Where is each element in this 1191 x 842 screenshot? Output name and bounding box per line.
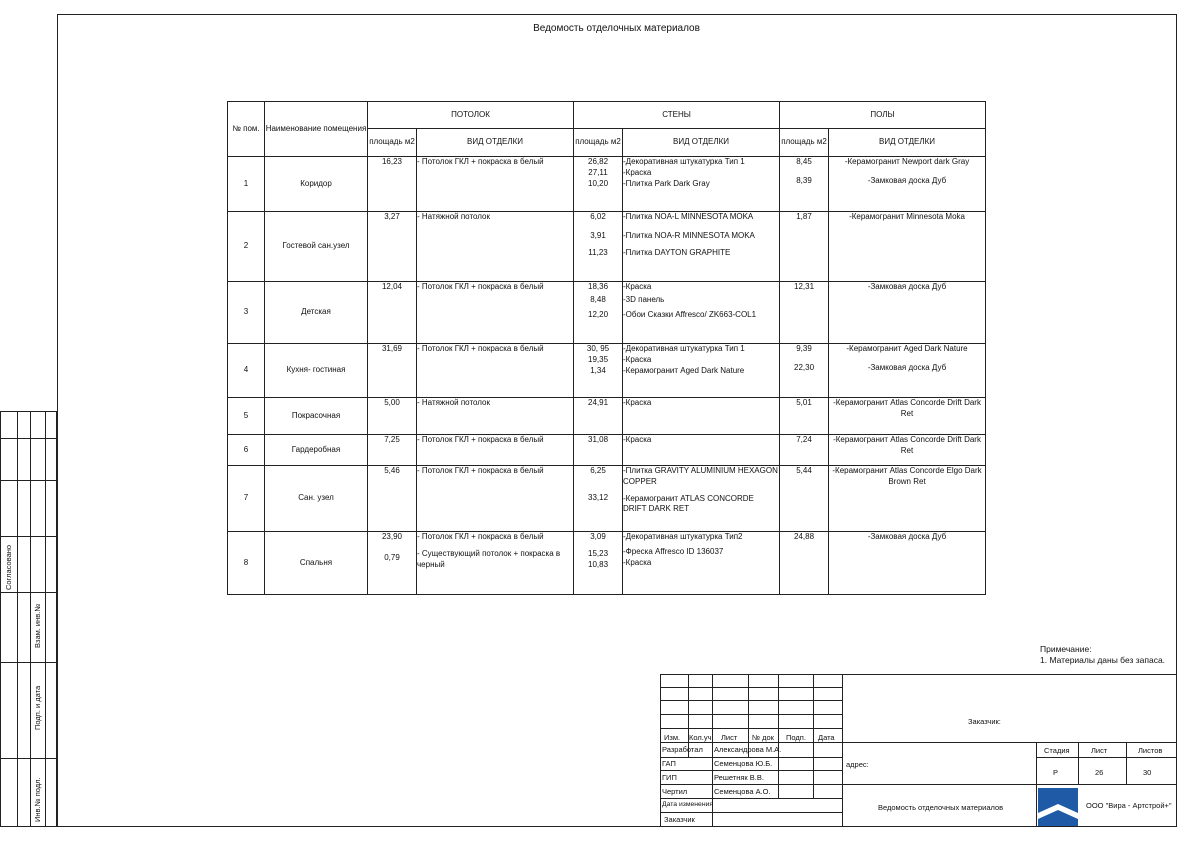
room-name: Сан. узел [265, 466, 368, 532]
header-floors: ПОЛЫ [780, 102, 986, 129]
ceiling-finish [417, 466, 574, 532]
floors-finish-item: -Керамогранит Minnesota Moka [849, 212, 965, 221]
note-text: 1. Материалы даны без запаса. [1040, 654, 1166, 665]
walls-finish [623, 466, 780, 532]
walls-finish [623, 532, 780, 595]
ceiling-area-value: 3,27 [384, 212, 400, 221]
walls-area-value: 3,09 [590, 532, 606, 541]
header-num: № пом. [228, 102, 265, 157]
walls-finish-item: -Фреска Affresco ID 136037 [623, 546, 724, 556]
floors-area-value: 9,39 [796, 344, 812, 353]
ceiling-area [368, 212, 417, 282]
table-row [228, 435, 986, 466]
ceiling-finish [417, 212, 574, 282]
walls-area-value: 10,83 [588, 559, 609, 569]
tb-line [1078, 742, 1079, 784]
tb-role-drafter: Чертил [662, 787, 688, 796]
tb-line [842, 784, 1177, 785]
tb-line [1126, 742, 1127, 784]
walls-area [574, 466, 623, 532]
sign-date-label: Подп. и дата [33, 685, 42, 730]
tb-role-gap: ГАП [662, 759, 676, 768]
floors-finish-item: -Замковая доска Дуб [867, 282, 947, 291]
room-name: Кухня- гостиная [265, 344, 368, 398]
floors-area-value: 8,39 [796, 175, 812, 185]
room-name: Покрасочная [265, 398, 368, 435]
walls-area-value: 15,23 [588, 548, 609, 558]
side-stamp-row [1, 438, 56, 439]
tb-line [842, 674, 843, 827]
ceiling-area [368, 282, 417, 344]
header-room: Наименование помещения [265, 102, 368, 157]
walls-finish [623, 435, 780, 466]
tb-name-drafter: Семенцова А.О. [714, 787, 771, 796]
tb-line [778, 674, 779, 798]
floors-area [780, 532, 829, 595]
side-stamp-row [1, 480, 56, 481]
tb-line [660, 757, 842, 758]
table-row [228, 344, 986, 398]
walls-finish-item: -Декоративная штукатурка Тип 1 [623, 344, 745, 353]
ceiling-area-value: 16,23 [381, 157, 403, 166]
ceiling-finish-item: - Существующий потолок + покраска в черный [417, 548, 561, 569]
tb-doc-name: Ведомость отделочных материалов [878, 803, 1004, 812]
walls-area-value: 3,91 [590, 230, 606, 240]
tb-line [660, 784, 842, 785]
floors-finish-item: -Керамогранит Atlas Concorde Drift Dark Ret [833, 435, 981, 455]
ceiling-finish-item: - Потолок ГКЛ + покраска в белый [417, 344, 544, 353]
room-number: 4 [228, 344, 265, 398]
tb-role-developer: Разработал [662, 745, 703, 754]
tb-line [660, 798, 842, 799]
walls-finish-item: -Керамогранит ATLAS CONCORDE DRIFT DARK RET [623, 493, 754, 514]
room-name: Гардеробная [265, 435, 368, 466]
room-name: Спальня [265, 532, 368, 595]
floors-finish [829, 282, 986, 344]
ceiling-finish-item: - Натяжной потолок [417, 212, 491, 221]
ceiling-finish [417, 435, 574, 466]
header-floors-area: площадь м2 [780, 129, 829, 157]
walls-area-value: 10,20 [588, 178, 609, 188]
ceiling-finish [417, 398, 574, 435]
walls-finish-item: -Плитка Park Dark Gray [623, 178, 710, 188]
table-row [228, 157, 986, 212]
walls-finish-item: -Плитка GRAVITY ALUMINIUM HEXAGON COPPER [623, 466, 778, 486]
tb-role-gip: ГИП [662, 773, 677, 782]
room-name: Коридор [265, 157, 368, 212]
ceiling-area-value: 23,90 [381, 532, 403, 541]
room-number: 8 [228, 532, 265, 595]
tb-customer: Заказчик: [968, 717, 1001, 726]
ceiling-area [368, 344, 417, 398]
room-number: 6 [228, 435, 265, 466]
walls-area [574, 212, 623, 282]
tb-role-customer: Заказчик [664, 815, 695, 824]
side-stamp-col [45, 412, 46, 826]
walls-finish-item: -Керамогранит Aged Dark Nature [623, 365, 745, 375]
tb-line [813, 674, 814, 798]
walls-finish-item: -Краска [623, 398, 652, 407]
tb-line [660, 770, 842, 771]
walls-finish-item: -Краска [623, 167, 652, 177]
floors-area [780, 212, 829, 282]
ceiling-area-value: 0,79 [384, 552, 400, 562]
ceiling-area-value: 5,00 [384, 398, 400, 407]
floors-finish [829, 212, 986, 282]
ceiling-area [368, 466, 417, 532]
ceiling-area [368, 398, 417, 435]
walls-area [574, 532, 623, 595]
floors-finish [829, 344, 986, 398]
walls-finish [623, 212, 780, 282]
ceiling-area-value: 12,04 [381, 282, 403, 291]
room-number: 3 [228, 282, 265, 344]
tb-line [660, 742, 1177, 743]
tb-name-developer: Александрова М.А. [714, 745, 782, 754]
floors-finish-item: -Керамогранит Atlas Concorde Elgo Dark Brown Ret [832, 466, 982, 486]
floors-area-value: 22,30 [794, 362, 815, 372]
floors-area-value: 24,88 [794, 532, 815, 541]
walls-area-value: 24,91 [588, 398, 609, 407]
inv-orig-label: Инв.№ подл. [33, 777, 42, 822]
walls-finish-item: -Декоративная штукатурка Тип2 [623, 532, 743, 541]
floors-area [780, 398, 829, 435]
table-row [228, 532, 986, 595]
walls-area-value: 6,25 [590, 466, 606, 475]
floors-finish-item: -Керамогранит Atlas Concorde Drift Dark Ret [833, 398, 981, 418]
header-walls-area: площадь м2 [574, 129, 623, 157]
tb-line [1036, 742, 1037, 827]
floors-area [780, 282, 829, 344]
tb-col-list: Лист [721, 733, 738, 742]
walls-area-value: 18,36 [588, 282, 609, 291]
tb-line [660, 674, 1177, 675]
floors-finish [829, 466, 986, 532]
room-number: 5 [228, 398, 265, 435]
walls-finish-item: -Краска [623, 282, 652, 291]
tb-sheet-label: Лист [1091, 746, 1108, 755]
ceiling-finish-item: - Потолок ГКЛ + покраска в белый [417, 435, 544, 444]
header-walls-finish: ВИД ОТДЕЛКИ [623, 129, 780, 157]
tb-col-ndoc: № док [752, 733, 774, 742]
ceiling-area [368, 157, 417, 212]
floors-area-value: 1,87 [796, 212, 812, 221]
note-title: Примечание: [1040, 644, 1092, 654]
walls-finish [623, 282, 780, 344]
tb-line [1036, 757, 1177, 758]
walls-area-value: 33,12 [588, 492, 609, 502]
walls-finish-item: -Плитка NOA-R MINNESOTA MOKA [623, 230, 755, 240]
floors-finish-item: -Керамогранит Aged Dark Nature [846, 344, 968, 353]
floors-area [780, 466, 829, 532]
walls-finish-item: -3D панель [623, 294, 665, 304]
tb-col-podp: Подп. [786, 733, 806, 742]
floors-finish-item: -Замковая доска Дуб [867, 175, 947, 185]
walls-finish [623, 344, 780, 398]
inv-replace-label: Взам. инв.№ [33, 603, 42, 648]
floors-area [780, 435, 829, 466]
tb-company: ООО "Вира - Артстрой+" [1086, 801, 1172, 810]
ceiling-finish-item: - Потолок ГКЛ + покраска в белый [417, 282, 544, 291]
ceiling-finish-item: - Потолок ГКЛ + покраска в белый [417, 466, 544, 475]
header-ceiling: ПОТОЛОК [368, 102, 574, 129]
walls-area-value: 1,34 [590, 365, 606, 375]
tb-name-gip: Решетняк В.В. [714, 773, 764, 782]
tb-stage: Р [1053, 768, 1059, 777]
side-stamp-col [17, 412, 18, 826]
walls-finish-item: -Краска [623, 354, 652, 364]
floors-finish [829, 532, 986, 595]
ceiling-area [368, 532, 417, 595]
walls-finish-item: -Краска [623, 435, 652, 444]
table-row [228, 398, 986, 435]
room-number: 1 [228, 157, 265, 212]
walls-finish-item: -Обои Сказки Affresco/ ZK663-COL1 [623, 309, 757, 319]
floors-area-value: 12,31 [794, 282, 815, 291]
floors-finish [829, 435, 986, 466]
ceiling-area [368, 435, 417, 466]
company-logo-icon [1038, 788, 1078, 826]
ceiling-finish [417, 532, 574, 595]
floors-area-value: 8,45 [796, 157, 812, 166]
floors-finish [829, 157, 986, 212]
tb-sheets: 30 [1143, 768, 1152, 777]
header-walls: СТЕНЫ [574, 102, 780, 129]
side-stamp-col [30, 412, 31, 826]
floors-finish-item: -Замковая доска Дуб [867, 362, 947, 372]
floors-area-value: 5,01 [796, 398, 812, 407]
walls-area [574, 282, 623, 344]
walls-area-value: 31,08 [588, 435, 609, 444]
ceiling-area-value: 7,25 [384, 435, 400, 444]
tb-name-gap: Семенцова Ю.Б. [714, 759, 773, 768]
walls-finish [623, 398, 780, 435]
floors-area-value: 5,44 [796, 466, 812, 475]
table-row [228, 466, 986, 532]
header-ceiling-area: площадь м2 [368, 129, 417, 157]
side-stamp-row [1, 536, 56, 537]
room-number: 2 [228, 212, 265, 282]
walls-area [574, 435, 623, 466]
walls-finish-item: -Краска [623, 557, 652, 567]
floors-finish [829, 398, 986, 435]
side-stamp-row [1, 758, 56, 759]
walls-area-value: 12,20 [588, 309, 609, 319]
room-number: 7 [228, 466, 265, 532]
finishing-materials-table [227, 101, 986, 595]
table-row [228, 282, 986, 344]
walls-area-value: 30, 95 [586, 344, 610, 353]
room-name: Гостевой сан.узел [265, 212, 368, 282]
side-stamp-row [1, 662, 56, 663]
floors-finish-item: -Замковая доска Дуб [867, 532, 947, 541]
tb-sheets-label: Листов [1138, 746, 1163, 755]
agreed-label: Согласовано [4, 544, 13, 590]
ceiling-area-value: 5,46 [384, 466, 400, 475]
ceiling-finish [417, 282, 574, 344]
tb-col-kolch: Кол.уч [689, 733, 712, 742]
tb-sheet: 26 [1095, 768, 1104, 777]
floors-area [780, 157, 829, 212]
ceiling-finish-item: - Потолок ГКЛ + покраска в белый [417, 157, 544, 166]
ceiling-finish [417, 157, 574, 212]
table-row [228, 212, 986, 282]
ceiling-finish-item: - Потолок ГКЛ + покраска в белый [417, 532, 544, 541]
tb-role-change-date: Дата изменения [662, 801, 714, 808]
floors-area-value: 7,24 [796, 435, 812, 444]
walls-finish [623, 157, 780, 212]
tb-line [660, 674, 661, 827]
walls-area [574, 398, 623, 435]
walls-area-value: 8,48 [590, 294, 606, 304]
side-stamp [0, 411, 57, 827]
tb-col-date: Дата [818, 733, 835, 742]
tb-address: адрес: [846, 760, 869, 769]
header-floors-finish: ВИД ОТДЕЛКИ [829, 129, 986, 157]
walls-finish-item: -Декоративная штукатурка Тип 1 [623, 157, 745, 166]
room-name: Детская [265, 282, 368, 344]
note [1040, 644, 1165, 665]
tb-line [660, 812, 842, 813]
title-block [660, 674, 1177, 827]
floors-area [780, 344, 829, 398]
walls-area-value: 27,11 [588, 167, 608, 177]
walls-area-value: 6,02 [590, 212, 606, 221]
ceiling-finish [417, 344, 574, 398]
ceiling-area-value: 31,69 [381, 344, 403, 353]
floors-finish-item: -Керамогранит Newport dark Gray [844, 157, 970, 166]
tb-stage-label: Стадия [1044, 746, 1070, 755]
tb-col-izm: Изм. [664, 733, 681, 742]
walls-finish-item: -Плитка DAYTON GRAPHITE [623, 247, 731, 257]
header-ceiling-finish: ВИД ОТДЕЛКИ [417, 129, 574, 157]
walls-area-value: 19,35 [588, 354, 609, 364]
walls-finish-item: -Плитка NOA-L MINNESOTA MOKA [623, 212, 754, 221]
walls-area-value: 26,82 [588, 157, 609, 166]
side-stamp-row [1, 592, 56, 593]
ceiling-finish-item: - Натяжной потолок [417, 398, 491, 407]
walls-area [574, 157, 623, 212]
walls-area [574, 344, 623, 398]
walls-area-value: 11,23 [588, 247, 608, 257]
document-title: Ведомость отделочных материалов [533, 23, 700, 34]
